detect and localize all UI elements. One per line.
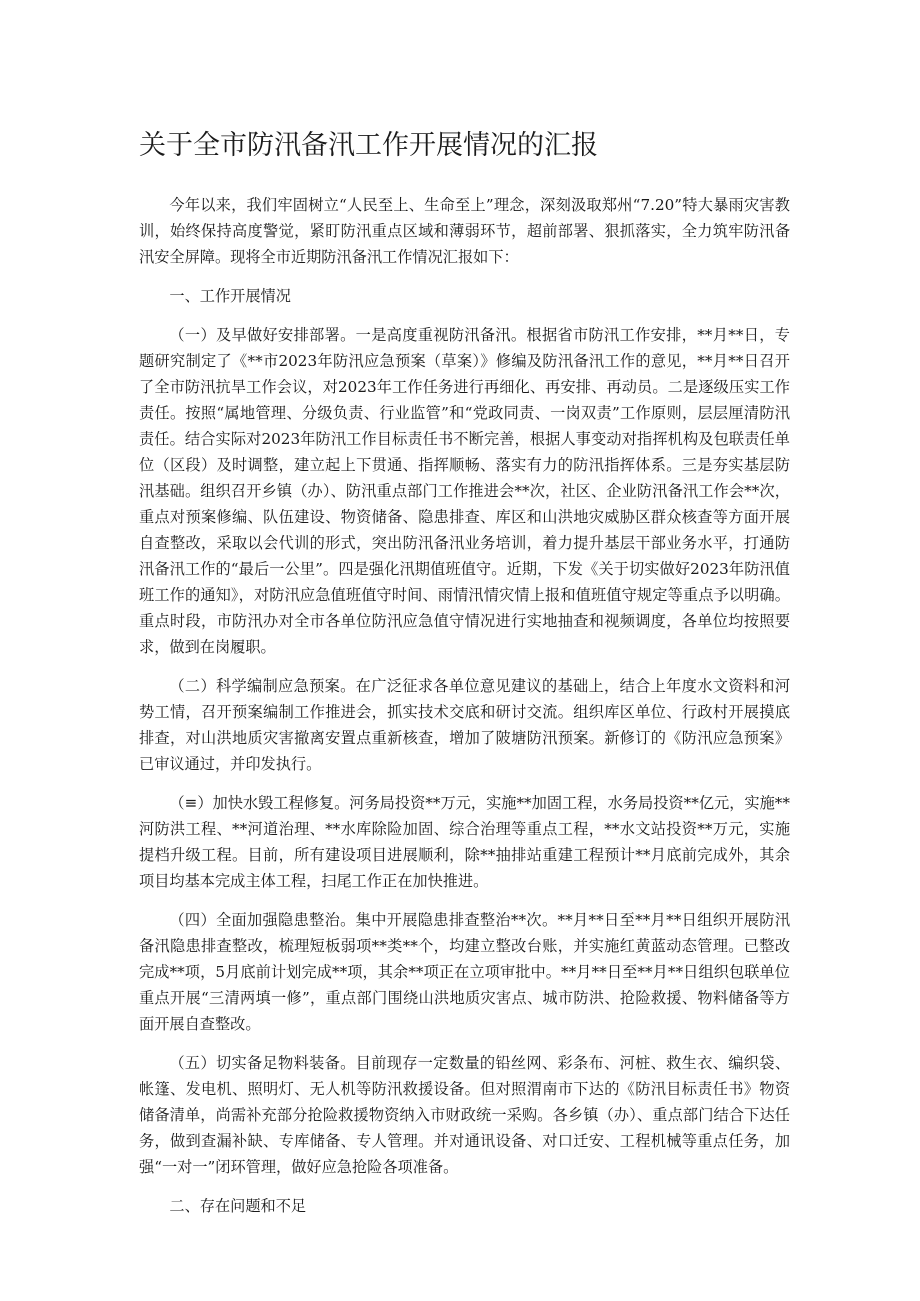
- document-title: 关于全市防汛备汛工作开展情况的汇报: [139, 130, 598, 161]
- document-page: [139, 122, 790, 1232]
- paragraph-deployment: （一）及早做好安排部署。一是高度重视防汛备汛。根据省市防汛工作安排，**月**日，专题研究制定了《**市2023年防汛应急预案（草案）》修编及防汛备汛工作的意见，**月**日召开了全市防汛抗旱工作会议，对2023年工作任务进行再细化、再安排、再动员。二是逐级压实工作责任。按照“属地管理、分级负责、行业监管”和“党政同责、一岗双责”工作原则，层层厘清防汛责任。结合实际对2023年防汛工作目标责任书不断完善，根据人事变动对指挥机构及包联责任单位（区段）及时调整，建立起上下贯通、指挥顺畅、落实有力的防汛指挥体系。三是夯实基层防汛基础。组织召开乡镇（办）、防汛重点部门工作推进会**次，社区、企业防汛备汛工作会**次，重点对预案修编、队伍建设、物资储备、隐患排查、库区和山洪地灾威胁区群众核查等方面开展自查整改，采取以会代训的形式，突出防汛备汛业务培训，着力提升基层干部业务水平，打通防汛备汛工作的“最后一公里”。四是强化汛期值班值守。近期，下发《关于切实做好2023年防汛值班工作的通知》，对防汛应急值班值守时间、雨情汛情灾情上报和值班值守规定等重点予以明确。重点时段，市防汛办对全市各单位防汛应急值守情况进行实地抽查和视频调度，各单位均按照要求，做到在岗履职。: [139, 326, 790, 656]
- paragraph-materials-equipment: （五）切实备足物料装备。目前现存一定数量的铅丝网、彩条布、河桩、救生衣、编织袋、帐篷、发电机、照明灯、无人机等防汛救援设备。但对照渭南市下达的《防汛目标责任书》物资储备清单，尚需补充部分抢险救援物资纳入市财政统一采购。各乡镇（办）、重点部门结合下达任务，做到查漏补缺、专库储备、专人管理。并对通讯设备、对口迁安、工程机械等重点任务，加强“一对一”闭环管理，做好应急抢险各项准备。: [139, 1054, 790, 1176]
- intro-paragraph: 今年以来，我们牢固树立“人民至上、生命至上”理念，深刻汲取郑州“7.20”特大暴雨灾害教训，始终保持高度警觉，紧盯防汛重点区域和薄弱环节，超前部署、狠抓落实，全力筑牢防汛备汛安全屏障。现将全市近期防汛备汛工作情况汇报如下：: [139, 196, 790, 266]
- section-heading-problems: 二、存在问题和不足: [169, 1197, 307, 1215]
- paragraph-flood-damage-repair: （≡）加快水毁工程修复。河务局投资**万元，实施**加固工程，水务局投资**亿元，实施**河防洪工程、**河道治理、**水库除险加固、综合治理等重点工程，**水文站投资**万元，实施提档升级工程。目前，所有建设项目进展顺利，除**抽排站重建工程预计**月底前完成外，其余项目均基本完成主体工程，扫尾工作正在加快推进。: [139, 794, 790, 890]
- paragraph-hazard-rectification: （四）全面加强隐患整治。集中开展隐患排查整治**次。**月**日至**月**日组织开展防汛备汛隐患排查整改，梳理短板弱项**类**个，均建立整改台账，并实施红黄蓝动态管理。已整改完成**项，5月底前计划完成**项，其余**项正在立项审批中。**月**日至**月**日组织包联单位重点开展“三清两填一修”，重点部门围绕山洪地质灾害点、城市防洪、抢险救援、物料储备等方面开展自查整改。: [139, 911, 790, 1033]
- paragraph-emergency-plan: （二）科学编制应急预案。在广泛征求各单位意见建议的基础上，结合上年度水文资料和河势工情，召开预案编制工作推进会，抓实技术交底和研讨交流。组织库区单位、行政村开展摸底排查，对山洪地质灾害撤离安置点重新核查，增加了陂塘防汛预案。新修订的《防汛应急预案》已审议通过，并印发执行。: [139, 677, 790, 773]
- section-heading-work-progress: 一、工作开展情况: [169, 287, 291, 305]
